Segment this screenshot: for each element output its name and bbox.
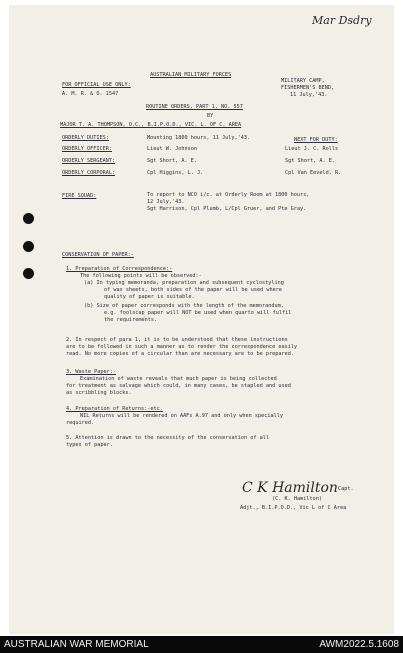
section-3-line: as scribbling blocks. (66, 390, 132, 396)
signatory-name: (C. K. Hamilton) (272, 496, 322, 502)
routine-orders-title: ROUTINE ORDERS, PART 1, NO. 557 (146, 104, 243, 110)
section-1-intro: The following points will be observed:- (80, 273, 202, 279)
orderly-duties-value: Mounting 1800 hours, 11 July,'43. (147, 135, 251, 141)
section-2-line: read. No more copies of a circular than are necessary are to be prepared. (66, 351, 294, 357)
section-3-line: for treatment as salvage which could, in many cases, be stapled and used (66, 383, 291, 389)
section-1-title: 1. Preparation of Correspondence:- (66, 266, 173, 272)
orderly-officer-value: Lieut W. Johnson (147, 146, 197, 152)
signatory-role: Adjt., B.I.P.O.D., Vic L of C Area (240, 505, 347, 511)
authority-line: MAJOR T. A. THOMPSON, O.C., B.I.P.O.D., VIC. L. OF C. AREA (60, 122, 242, 128)
orderly-officer-next: Lieut J. C. Rolls (285, 146, 339, 152)
orderly-sergeant-value: Sgt Short, A. E. (147, 158, 197, 164)
section-1a-line: quality of paper is suitable. (104, 294, 195, 300)
section-3-line: Examination of waste reveals that much paper is being collected (80, 376, 277, 382)
by-label: BY (207, 113, 214, 119)
punch-hole-middle (23, 241, 34, 252)
camp-location: FISHERMEN'S BEND, (281, 85, 335, 91)
punch-hole-bottom (23, 268, 34, 279)
orderly-sergeant-next: Sgt Short, A. E. (285, 158, 335, 164)
conservation-title: CONSERVATION OF PAPER:- (62, 252, 134, 258)
archive-reference: AWM2022.5.1608 (319, 639, 399, 650)
section-4-line: required. (66, 420, 95, 426)
section-3-title: 3. Waste Paper:- (66, 369, 116, 375)
section-1b-line: (b) Size of paper corresponds with the length of the memorandum, (84, 303, 284, 309)
handwritten-signature: C K Hamilton (242, 480, 338, 496)
section-2-line: are to be followed in such a manner as to render the correspondence easily (66, 344, 298, 350)
section-4-line: NIL Returns will be rendered on AAFs A.97 and only when specially (80, 413, 284, 419)
camp-name: MILITARY CAMP, (281, 78, 325, 84)
orderly-corporal-value: Cpl Higgins, L. J. (147, 170, 204, 176)
archive-footer (0, 636, 403, 653)
orderly-corporal-next: Cpl Van Eeveld, R. (285, 170, 342, 176)
section-1b-line: e.g. foolscap paper will NOT be used when quarto will fulfil (104, 310, 292, 316)
section-1b-line: the requirements. (104, 317, 158, 323)
fire-squad-line: 12 July,'43. (147, 199, 185, 205)
section-1a-line: of wax sheets, both sides of the paper will be used where (104, 287, 283, 293)
document-date: 11 July,'43. (290, 92, 328, 98)
section-1a-line: (a) In typing memoranda, preparation and subsequent cyclostyling (84, 280, 284, 286)
section-5-line: 5. Attention is drawn to the necessity of the conservation of all (66, 435, 270, 441)
fire-squad-label: FIRE SQUAD: (62, 193, 97, 199)
fire-squad-line: To report to NCO i/c. at Orderly Room at 1800 hours, (147, 192, 310, 198)
fire-squad-line: Sgt Harrison, Cpl Plumb, L/Cpl Gruer, and Pte Gray. (147, 206, 307, 212)
reference-number: A. M. R. & O. 1547 (62, 91, 119, 97)
orderly-officer-label: ORDERLY OFFICER: (62, 146, 112, 152)
document-heading: AUSTRALIAN MILITARY FORCES (150, 72, 232, 78)
section-5-line: types of paper. (66, 442, 113, 448)
section-2-line: 2. In respect of para 1, it is to be understood that these instructions (66, 337, 288, 343)
section-4-title: 4. Preparation of Returns:-etc. (66, 406, 163, 412)
orderly-corporal-label: ORDERLY CORPORAL: (62, 170, 116, 176)
signatory-rank: Capt. (338, 486, 354, 492)
archive-name: AUSTRALIAN WAR MEMORIAL (4, 639, 149, 650)
punch-hole-top (23, 213, 34, 224)
official-use-label: FOR OFFICIAL USE ONLY: (62, 82, 131, 88)
orderly-duties-label: ORDERLY DUTIES: (62, 135, 109, 141)
document-page (9, 5, 394, 634)
handwritten-note: Mar Dsdry (312, 14, 372, 27)
orderly-sergeant-label: ORDERLY SERGEANT: (62, 158, 116, 164)
next-for-duty-label: NEXT FOR DUTY: (294, 137, 338, 143)
